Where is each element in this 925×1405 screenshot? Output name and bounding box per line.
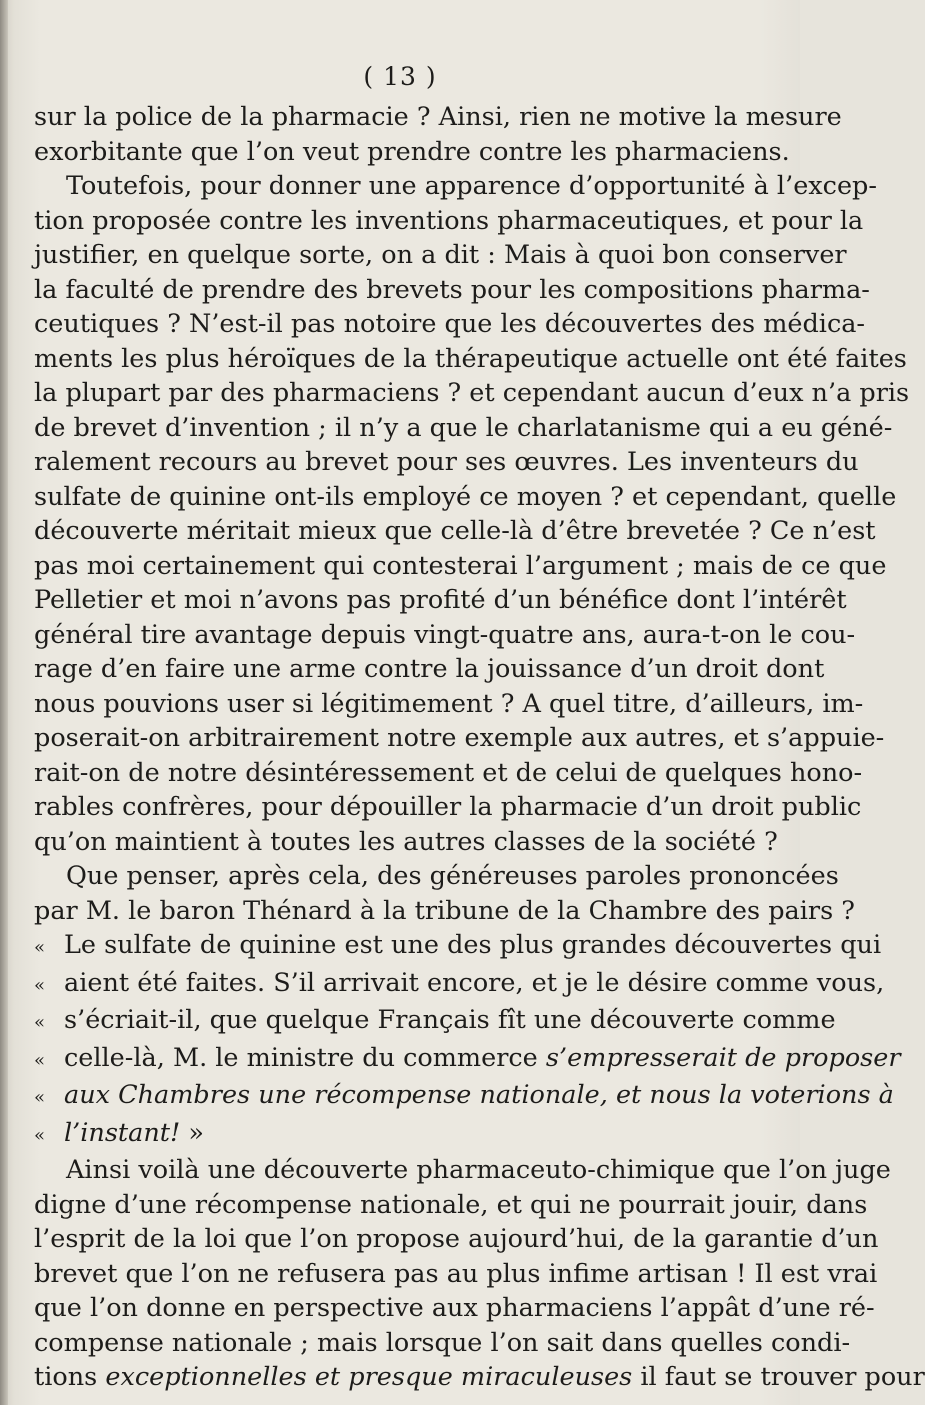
quote-mark: « xyxy=(34,1124,46,1146)
quote-mark: « xyxy=(34,1087,46,1108)
closing-text-start: tions xyxy=(34,1362,106,1392)
lines-line: ments les plus héroïques de la thérapeutique actuelle ont été faites xyxy=(34,343,907,374)
quote-line xyxy=(34,1003,836,1041)
quote-line xyxy=(34,1078,894,1116)
lines-line: sulfate de quinine ont-ils employé ce moyen ? et cependant, quelle xyxy=(34,481,897,512)
lines-line: rage d’en faire une arme contre la jouissance d’un droit dont xyxy=(34,654,825,684)
closing-text-end: il faut se trouver pour xyxy=(632,1362,925,1392)
quote-text: Le sulfate de quinine est une des plus grandes découvertes qui xyxy=(64,930,882,960)
text-line-closing xyxy=(34,1360,925,1395)
quote-close-mark: » xyxy=(180,1117,205,1148)
lines-line: qu’on maintient à toutes les autres classes de la société ? xyxy=(34,826,778,857)
quote-line xyxy=(34,966,885,1004)
lines-line: rables confrères, pour dépouiller la pharmacie d’un droit public xyxy=(34,792,862,822)
page-binding-edge xyxy=(0,0,8,1405)
lines-line: ralement recours au brevet pour ses œuvres. Les inventeurs du xyxy=(34,447,859,477)
final_lines-line: Ainsi voilà une découverte pharmaceuto-chimique que l’on juge xyxy=(66,1155,891,1185)
quote-mark: « xyxy=(34,1012,46,1033)
lines-line: la plupart par des pharmaciens ? et cependant aucun d’eux n’a pris xyxy=(34,378,910,408)
quote-italic-text: s’empresserait de proposer xyxy=(545,1042,901,1073)
final_lines-line: digne d’une récompense nationale, et qui ne pourrait jouir, dans xyxy=(34,1189,868,1220)
quote-mark: « xyxy=(34,937,46,958)
lines-line: Toutefois, pour donner une apparence d’opportunité à l’excep- xyxy=(66,171,877,201)
lines-line: nous pouvions user si légitimement ? A quel titre, d’ailleurs, im- xyxy=(34,688,864,719)
quote-italic-text: aux Chambres une récompense nationale, et nous la voterions à xyxy=(64,1080,894,1110)
quote-italic-text: l’instant! xyxy=(64,1117,181,1148)
body-text xyxy=(34,100,925,1395)
lines-line: Pelletier et moi n’avons pas profité d’un bénéfice dont l’intérêt xyxy=(34,585,847,615)
paragraph-group xyxy=(34,100,910,928)
lines-line: par M. le baron Thénard à la tribune de la Chambre des pairs ? xyxy=(34,895,855,926)
final_lines-line: compense nationale ; mais lorsque l’on sait dans quelles condi- xyxy=(34,1327,851,1358)
lines-line: général tire avantage depuis vingt-quatre ans, aura-t-on le cou- xyxy=(34,619,856,650)
lines-line: justifier, en quelque sorte, on a dit : Mais à quoi bon conserver xyxy=(34,240,847,270)
quote-text: s’écriait-il, que quelque Français fît une découverte comme xyxy=(64,1005,836,1035)
paragraph-final xyxy=(34,1153,891,1360)
lines-line: exorbitante que l’on veut prendre contre les pharmaciens. xyxy=(34,136,790,167)
closing-text-italic: exceptionnelles et presque miraculeuses xyxy=(105,1362,633,1392)
quote-text: celle-là, M. le ministre du commerce xyxy=(64,1042,546,1073)
lines-line: la faculté de prendre des brevets pour les compositions pharma- xyxy=(34,274,870,305)
lines-line: tion proposée contre les inventions pharmaceutiques, et pour la xyxy=(34,205,864,236)
lines-line: sur la police de la pharmacie ? Ainsi, rien ne motive la mesure xyxy=(34,102,842,132)
quote-mark: « xyxy=(34,1049,46,1071)
quote-line xyxy=(34,1041,901,1079)
page-number: ( 13 ) xyxy=(363,62,437,91)
lines-line: Que penser, après cela, des généreuses paroles prononcées xyxy=(66,861,839,891)
lines-line: poserait-on arbitrairement notre exemple aux autres, et s’appuie- xyxy=(34,723,885,753)
lines-line: pas moi certainement qui contesterai l’argument ; mais de ce que xyxy=(34,550,887,581)
quotation-block xyxy=(34,928,901,1153)
lines-line: rait-on de notre désintéressement et de celui de quelques hono- xyxy=(34,757,863,788)
quote-line xyxy=(34,1116,774,1154)
lines-line: découverte méritait mieux que celle-là d’être brevetée ? Ce n’est xyxy=(34,516,876,546)
final_lines-line: brevet que l’on ne refusera pas au plus infime artisan ! Il est vrai xyxy=(34,1258,878,1289)
lines-line: ceutiques ? N’est-il pas notoire que les découvertes des médica- xyxy=(34,309,866,339)
quote-mark: « xyxy=(34,974,46,996)
quote-text: aient été faites. S’il arrivait encore, et je le désire comme vous, xyxy=(64,967,885,998)
lines-line: de brevet d’invention ; il n’y a que le charlatanisme qui a eu géné- xyxy=(34,412,893,443)
final_lines-line: que l’on donne en perspective aux pharmaciens l’appât d’une ré- xyxy=(34,1293,875,1323)
quote-line xyxy=(34,928,882,966)
final_lines-line: l’esprit de la loi que l’on propose aujourd’hui, de la garantie d’un xyxy=(34,1224,879,1254)
